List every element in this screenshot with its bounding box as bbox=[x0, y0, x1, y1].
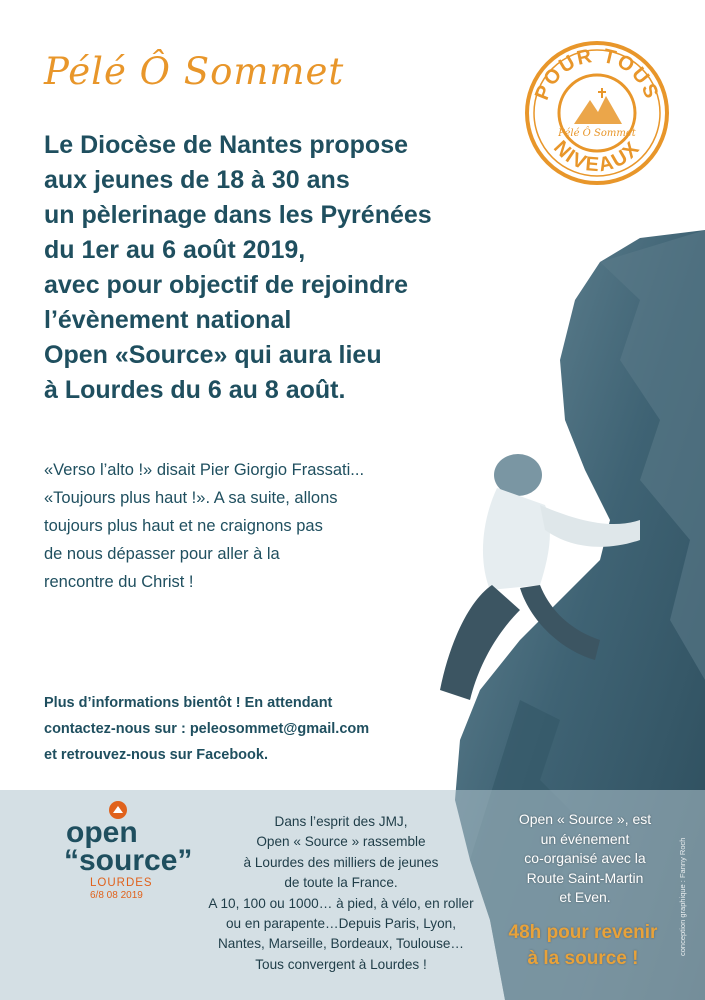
co-organizers-line: Open « Source », est bbox=[518, 811, 652, 827]
co-organizers-line: et Even. bbox=[559, 889, 611, 905]
description-line: ou en parapente…Depuis Paris, Lyon, bbox=[226, 916, 456, 932]
stamp-logo-text: Pélé Ô Sommet bbox=[558, 128, 636, 139]
intro-line: à Lourdes du 6 au 8 août. bbox=[44, 376, 346, 404]
tagline bbox=[478, 920, 688, 972]
main-title: Pélé Ô Sommet bbox=[44, 50, 345, 93]
intro-line: un pèlerinage dans les Pyrénées bbox=[44, 201, 432, 229]
stamp-top-text: POUR TOUS bbox=[531, 44, 663, 104]
intro-paragraph bbox=[44, 128, 564, 408]
quote-line: toujours plus haut et ne craignons pas bbox=[44, 517, 323, 535]
quote-line: de nous dépasser pour aller à la bbox=[44, 545, 280, 563]
quote-line: rencontre du Christ ! bbox=[44, 573, 194, 591]
intro-line: avec pour objectif de rejoindre bbox=[44, 271, 408, 299]
design-credit: conception graphique : Fanny Roch bbox=[678, 837, 687, 956]
open-source-logo-word2: “source” bbox=[64, 844, 193, 877]
quote-line: «Verso l’alto !» disait Pier Giorgio Frassati... bbox=[44, 461, 365, 479]
description-line: à Lourdes des milliers de jeunes bbox=[243, 854, 439, 870]
open-source-logo-dates: 6/8 08 2019 bbox=[90, 890, 143, 901]
info-line: et retrouvez-nous sur Facebook. bbox=[44, 747, 268, 763]
description-line: Tous convergent à Lourdes ! bbox=[255, 956, 427, 972]
co-organizers-line: co-organisé avec la bbox=[524, 850, 646, 866]
description-line: Open « Source » rassemble bbox=[256, 834, 426, 850]
co-organizers-text bbox=[492, 810, 678, 908]
intro-line: Le Diocèse de Nantes propose bbox=[44, 131, 409, 159]
open-source-logo-city: LOURDES bbox=[90, 877, 153, 889]
intro-line: du 1er au 6 août 2019, bbox=[44, 236, 306, 264]
open-source-logo-word1: open bbox=[66, 816, 138, 849]
info-line: Plus d’informations bientôt ! En attendant bbox=[44, 695, 333, 711]
quote-line: «Toujours plus haut !». A sa suite, allons bbox=[44, 489, 338, 507]
co-organizers-line: un événement bbox=[540, 830, 630, 847]
open-source-description bbox=[186, 812, 496, 975]
intro-line: Open «Source» qui aura lieu bbox=[44, 341, 382, 369]
intro-line: aux jeunes de 18 à 30 ans bbox=[44, 166, 350, 194]
intro-line: l’évènement national bbox=[44, 306, 292, 334]
tagline-line: 48h pour revenir bbox=[508, 922, 658, 943]
stamp-bottom-text: NIVEAUX bbox=[549, 136, 645, 177]
description-line: de toute la France. bbox=[284, 875, 398, 891]
quote-paragraph bbox=[44, 456, 464, 596]
description-line: Dans l’esprit des JMJ, bbox=[274, 814, 408, 829]
info-line-email[interactable]: contactez-nous sur : peleosommet@gmail.com bbox=[44, 721, 370, 737]
description-line: Nantes, Marseille, Bordeaux, Toulouse… bbox=[217, 936, 465, 952]
tagline-line: à la source ! bbox=[527, 948, 639, 969]
description-line: A 10, 100 ou 1000… à pied, à vélo, en roller bbox=[208, 895, 474, 911]
contact-info bbox=[44, 690, 444, 768]
co-organizers-line: Route Saint-Martin bbox=[526, 869, 644, 886]
